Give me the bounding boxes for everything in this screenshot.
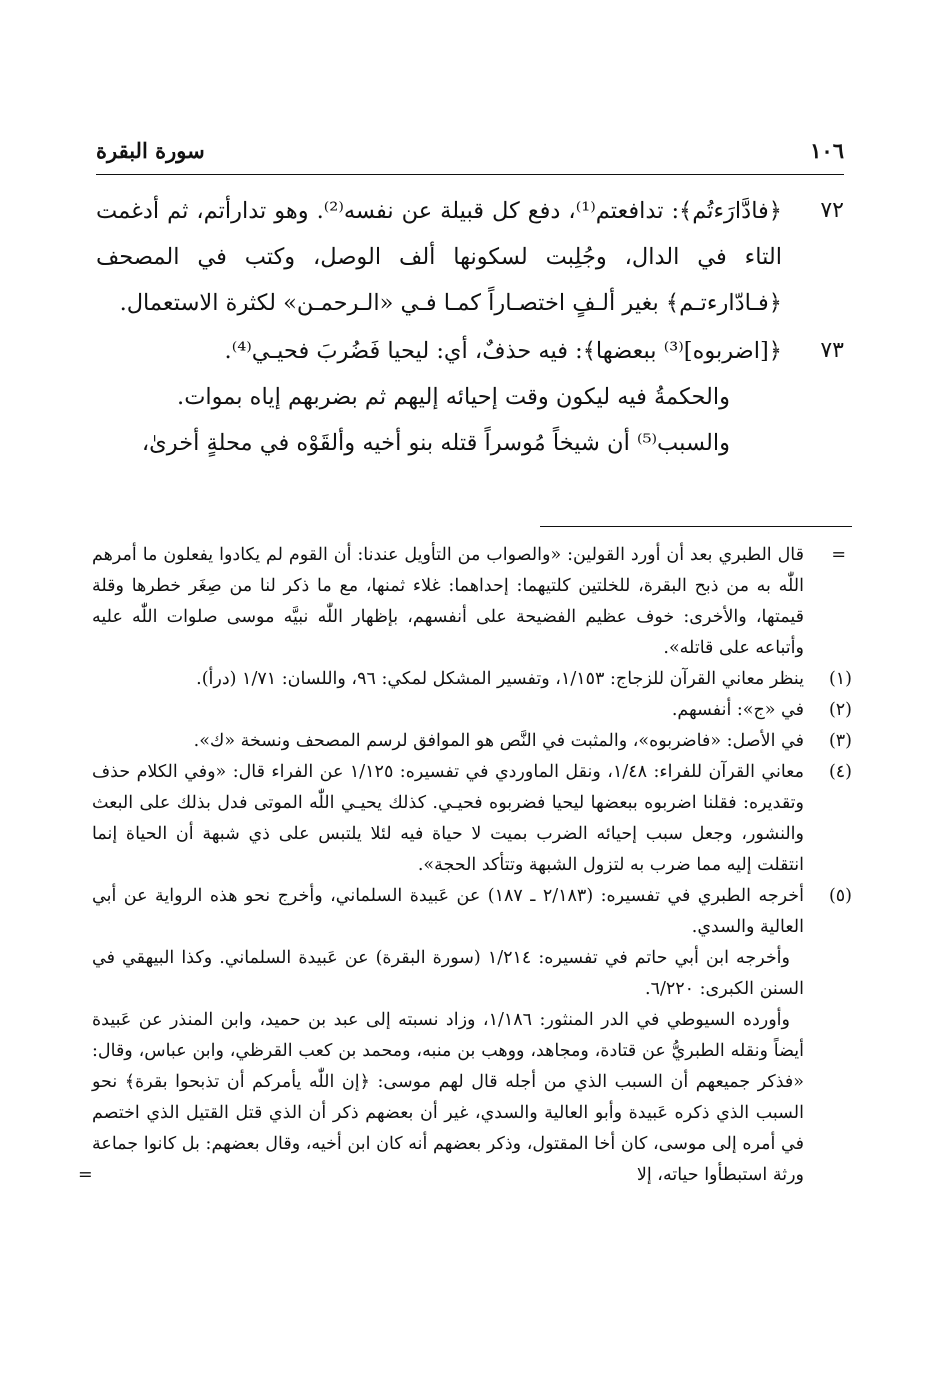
footnote-continuation [92,540,852,664]
footnote-rule [540,526,852,527]
entry-number: ٧٢ [820,198,844,223]
footnote-number: (٤) [828,762,852,782]
footnote-1 [92,664,852,695]
footnote-5-continuation: وأخرجه ابن أبي حاتم في تفسيره: ١/٢١٤ (سورة البقرة) عن عَبيدة السلماني. وكذا البيهقي في السنن الكبرى: ٦/٢٢٠. [92,948,804,999]
footnote-text: في الأصل: «فاضربوه»، والمثبت في النَّص هو الموافق لرسم المصحف ونسخة «ك». [193,731,804,751]
entry-text: ﴿[اضربوه]⁽³⁾ ببعضها﴾: فيه حذفٌ، أي: ليحيا فَضُربَ فحيـي⁽⁴⁾. [224,338,782,364]
entry-paragraph: والسبب⁽⁵⁾ أن شيخاً مُوسراً قتله بنو أخيه وألقَوْه في محلةٍ أخرىٰ، [141,430,730,456]
footnote-3 [92,726,852,757]
header-rule [96,174,844,175]
entry-paragraph: والحكمةُ فيه ليكون وقت إحيائه إليهم ثم بضربهم إياه بموات. [177,384,730,410]
entry-73 [96,328,844,374]
footnote-5 [92,881,852,943]
footnote-2 [92,695,852,726]
footnote-text: وأورده السيوطي في الدر المنثور: ١/١٨٦، وزاد نسبته إلى عبد بن حميد، وابن المنذر عن عَبيدة أيضاً ونقله الطبريُّ عن قتادة، ومجاهد، ووهب بن منبه، ومحمد بن كعب القرظي، وابن عباس، وقال: «فذكر جميعهم أن السبب الذي من أجله قال لهم موسى: ﴿إن اللّٰه يأمركم أن تذبحوا بقرة﴾ نحو السبب الذي ذكره عَبيدة وأبو العالية والسدي، غير أن بعضهم ذكر أن الذي قتل القتيل الذي اختصم في أمره إلى موسى، كان أخا المقتول، وذكر بعضهم أنه كان ابن أخيه، وقال بعضهم: بل كانوا جماعة ورثة استبطأوا حياته، إلا [92,1010,804,1185]
footnotes [78,540,852,1191]
footnote-number: (٢) [828,700,852,720]
end-continuation-mark: = [78,1165,93,1185]
footnote-5-continuation [78,1005,852,1191]
footnote-number: (٥) [828,886,852,906]
entry-72 [96,188,844,326]
running-header [96,138,844,174]
footnote-text: في «ج»: أنفسهم. [671,700,804,720]
entry-number: ٧٣ [820,338,844,363]
entry-text: ﴿فادَّارَءتُم﴾: تدافعتم⁽¹⁾، دفع كل قبيلة عن نفسه⁽²⁾. وهو تدارأتم، ثم أدغمت التاء في الدال، وجُلِبت لسكونها ألف الوصل، وكتب في المصحف ﴿فـادّارءتـم﴾ بغير ألـفٍ اختصـاراً كمـا فـي «الـرحمـن» لكثرة الاستعمال. [96,198,782,316]
footnote-text: ينظر معاني القرآن للزجاج: ١/١٥٣، وتفسير المشكل لمكي: ٩٦، واللسان: ١/٧١ (درأ). [196,669,804,689]
surah-title: سورة البقرة [96,138,205,163]
footnote-4 [92,757,852,881]
continuation-mark: = [831,545,846,565]
footnote-text: أخرجه الطبري في تفسيره: (٢/١٨٣ ـ ١٨٧) عن عَبيدة السلماني، وأخرج نحو هذه الرواية عن أبي العالية والسدي. [92,886,804,937]
footnote-text: قال الطبري بعد أن أورد القولين: «والصواب من التأويل عندنا: أن القوم لم يكادوا يفعلون ما أمرهم اللّٰه به من ذبح البقرة، للخلتين كلتيهما: إحداهما: غلاء ثمنها، مع ما ذكر لنا من صِغَر خطرها وقلة قيمتها، والأخرى: خوف عظيم الفضيحة على أنفسهم، بإظهار اللّٰه نبيَّه موسى صلوات اللّٰه عليه وأتباعه على قاتله». [92,545,804,658]
page-number: ١٠٦ [810,138,844,163]
footnote-text: معاني القرآن للفراء: ١/٤٨، ونقل الماوردي في تفسيره: ١/١٢٥ عن الفراء قال: «وفي الكلام حذف وتقديره: فقلنا اضربوه ببعضها ليحيا فضربوه فحيـي. كذلك يحيـي اللّٰه الموتى فدل بذلك على البعث والنشور، وجعل سبب إحيائه الضرب بميت لا حياة فيه لئلا يلتبس على ذي شبهة أن الحياة إنما انتقلت إليه مما ضرب به لتزول الشبهة وتتأكد الحجة». [92,762,804,875]
main-text [96,188,844,466]
footnote-number: (٣) [828,731,852,751]
footnote-number: (١) [828,669,852,689]
